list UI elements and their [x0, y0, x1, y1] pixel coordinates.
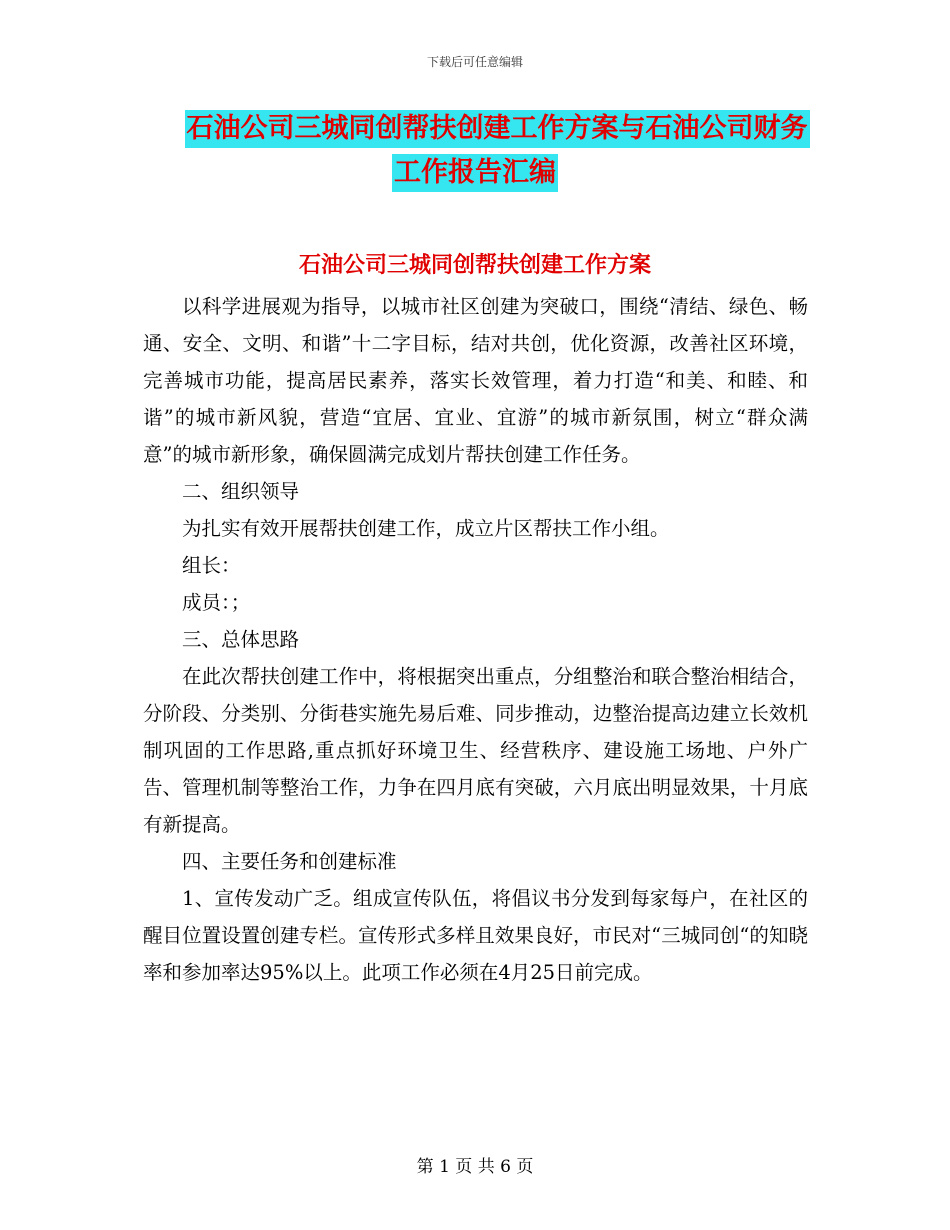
document-body: [143, 288, 808, 991]
paragraph-task-1: 1、宣传发动广乏。组成宣传队伍，将倡议书分发到每家每户，在社区的醒目位置设置创建专栏。宣传形式多样且效果良好，市民对“三城同创“的知晓率和参加率达95%以上。此项工作必须在4月25日前完成。: [143, 887, 808, 984]
paragraph-intro: 以科学进展观为指导，以城市社区创建为突破口，围绕“清结、绿色、畅通、安全、文明、和谐”十二字目标，结对共创，优化资源，改善社区环境，完善城市功能，提高居民素养，落实长效管理，着力打造“和美、和睦、和谐”的城市新风貌，营造“宜居、宜业、宜游”的城市新氛围，树立“群众满意”的城市新形象，确保圆满完成划片帮扶创建工作任务。: [143, 295, 808, 466]
heading-main-tasks: 四、主要任务和创建标准: [182, 850, 397, 873]
paragraph-team-leader: 组长：: [182, 554, 241, 577]
heading-overall-approach: 三、总体思路: [182, 628, 300, 651]
document-title: [0, 110, 950, 192]
heading-organization: 二、组织领导: [182, 480, 300, 503]
section-title: 石油公司三城同创帮扶创建工作方案: [298, 252, 651, 278]
title-line-2: 工作报告汇编: [392, 154, 558, 192]
title-line-1: 石油公司三城同创帮扶创建工作方案与石油公司财务: [185, 110, 810, 148]
paragraph-organization: 为扎实有效开展帮扶创建工作，成立片区帮扶工作小组。: [182, 517, 670, 540]
page-footer: 第 1 页 共 6 页: [416, 1157, 534, 1177]
page-header-note: 下载后可任意编辑: [426, 55, 523, 69]
paragraph-team-members: 成员：；: [182, 591, 251, 614]
paragraph-approach: 在此次帮扶创建工作中，将根据突出重点，分组整治和联合整治相结合，分阶段、分类别、分街巷实施先易后难、同步推动，边整治提高边建立长效机制巩固的工作思路,重点抓好环境卫生、经营秩序、建设施工场地、户外广告、管理机制等整治工作，力争在四月底有突破，六月底出明显效果，十月底有新提高。: [143, 665, 808, 836]
